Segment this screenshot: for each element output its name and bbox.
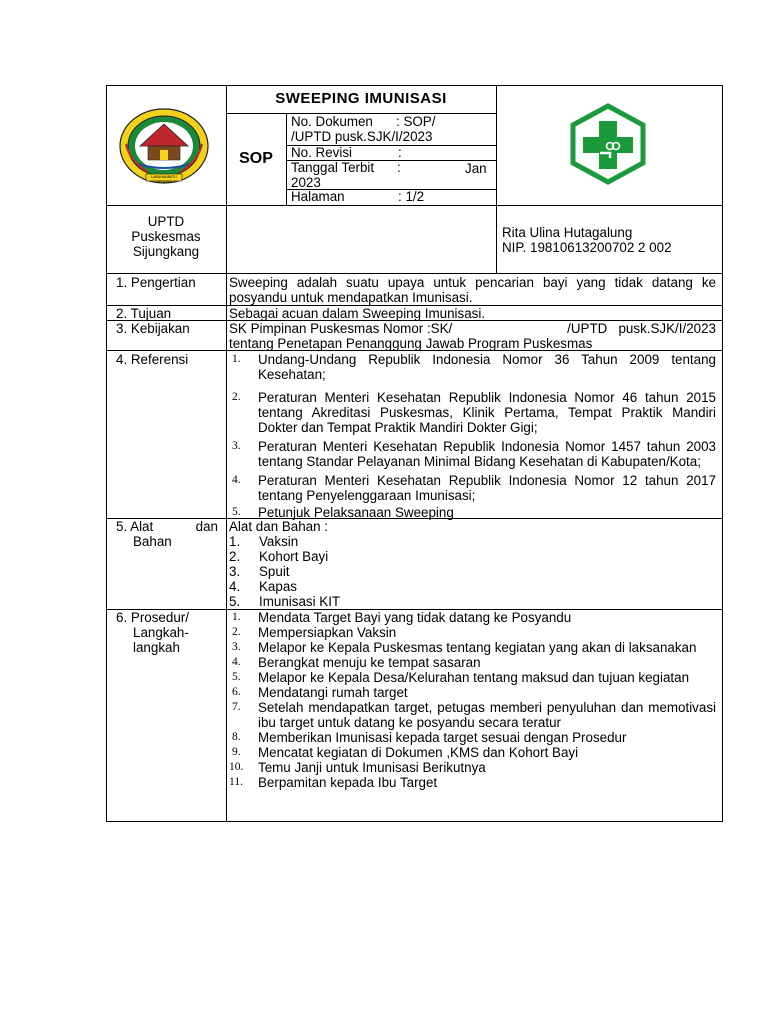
org-line-2: Puskesmas <box>131 229 201 244</box>
list-number: 7. <box>232 701 241 713</box>
list-number: 1. <box>229 534 241 549</box>
no-dokumen-label: No. Dokumen <box>291 114 373 129</box>
signer-nip: NIP. 19810613200702 2 002 <box>502 240 672 255</box>
list-text: Imunisasi KIT <box>259 594 341 609</box>
kebijakan-text-3: tentang Penetapan Penanggung Jawab Program Puskesmas <box>229 336 593 351</box>
alat-label-dan: dan <box>195 519 218 534</box>
list-item <box>226 700 716 730</box>
list-number: 6. <box>232 686 241 698</box>
referensi-list <box>226 352 716 520</box>
list-item <box>226 775 716 790</box>
sop-label: SOP <box>239 150 273 167</box>
section-label-referensi: 4. Referensi <box>116 352 189 367</box>
tanggal-month: Jan <box>465 161 487 176</box>
tanggal-year: 2023 <box>291 175 321 190</box>
kebijakan-text-1: SK Pimpinan Puskesmas Nomor :SK/ <box>229 321 453 336</box>
list-number: 4. <box>232 474 241 486</box>
list-text: Temu Janji untuk Imunisasi Berikutnya <box>258 760 486 775</box>
list-item <box>229 534 709 549</box>
list-number: 5. <box>232 506 241 518</box>
no-revisi-value: : <box>398 145 402 160</box>
prosedur-label-2: Langkah- <box>133 625 189 640</box>
list-number: 5. <box>232 671 241 683</box>
list-text: Setelah mendapatkan target, petugas memberi penyuluhan dan memotivasi ibu target untuk datang ke posyandu secara teratur <box>258 700 716 730</box>
list-number: 2. <box>229 549 241 564</box>
left-logo <box>118 106 210 186</box>
list-number: 1. <box>232 353 241 365</box>
list-number: 10. <box>229 761 244 773</box>
list-number: 3. <box>232 641 241 653</box>
section-label-alat <box>116 519 218 549</box>
list-item <box>229 594 709 609</box>
list-text: Memberikan Imunisasi kepada target sesuai dengan Prosedur <box>258 730 627 745</box>
puskesmas-green-cross-logo-icon <box>570 103 646 185</box>
section-label-tujuan: 2. Tujuan <box>116 306 172 321</box>
list-item <box>229 564 709 579</box>
section-label-pengertian: 1. Pengertian <box>116 275 196 290</box>
tanggal-label: Tanggal Terbit <box>291 160 375 175</box>
right-logo <box>570 103 646 185</box>
list-text: Peraturan Menteri Kesehatan Republik Indonesia Nomor 12 tahun 2017 tentang Penyelenggaraan Imunisasi; <box>258 473 716 503</box>
section-text-tujuan: Sebagai acuan dalam Sweeping Imunisasi. <box>229 306 486 321</box>
list-item <box>226 760 716 775</box>
signer <box>502 225 672 255</box>
list-text: Melapor ke Kepala Puskesmas tentang kegiatan yang akan di laksanakan <box>258 640 697 655</box>
list-number: 2. <box>232 626 241 638</box>
list-item <box>226 473 716 503</box>
list-number: 3. <box>232 440 241 452</box>
list-text: Spuit <box>259 564 290 579</box>
org-name <box>106 214 226 259</box>
list-number: 9. <box>232 746 241 758</box>
alat-label-2: Bahan <box>133 534 172 549</box>
emblem-text: LABUHANBATU SELATAN <box>151 175 177 184</box>
list-item <box>226 655 716 670</box>
list-text: Mendatangi rumah target <box>258 685 408 700</box>
list-number: 4. <box>232 656 241 668</box>
list-text: Kohort Bayi <box>259 549 329 564</box>
list-item <box>226 670 716 685</box>
list-text: Kapas <box>259 579 297 594</box>
list-text: Berangkat menuju ke tempat sasaran <box>258 655 481 670</box>
list-number: 1. <box>232 611 241 623</box>
list-item <box>226 640 716 655</box>
alat-intro: Alat dan Bahan : <box>229 519 329 534</box>
prosedur-label-3: langkah <box>133 640 180 655</box>
list-item <box>226 390 716 435</box>
halaman-value: : 1/2 <box>398 189 425 204</box>
page-title: SWEEPING IMUNISASI <box>275 90 447 107</box>
list-item <box>229 549 709 564</box>
alat-label-1: 5. Alat <box>116 519 154 534</box>
list-text: Mempersiapkan Vaksin <box>258 625 397 640</box>
section-label-kebijakan: 3. Kebijakan <box>116 321 190 336</box>
list-item <box>226 745 716 760</box>
list-text: Melapor ke Kepala Desa/Kelurahan tentang maksud dan tujuan kegiatan <box>258 670 690 685</box>
list-text: Petunjuk Pelaksanaan Sweeping <box>258 505 454 520</box>
list-item <box>226 625 716 640</box>
list-item <box>226 685 716 700</box>
list-number: 11. <box>229 776 243 788</box>
no-dokumen-value: : SOP/ <box>396 114 436 129</box>
list-text: Peraturan Menteri Kesehatan Republik Indonesia Nomor 46 tahun 2015 tentang Akreditasi Puskesmas, Klinik Pertama, Tempat Praktik Mandiri Dokter dan Tempat Praktik Mandiri Dokter Gigi; <box>258 390 716 435</box>
kebijakan-text-2: /UPTD pusk.SJK/I/2023 <box>567 321 716 336</box>
list-text: Vaksin <box>259 534 299 549</box>
list-text: Berpamitan kepada Ibu Target <box>258 775 438 790</box>
prosedur-list <box>226 610 716 790</box>
list-item <box>226 505 716 520</box>
list-item <box>229 579 709 594</box>
org-line-3: Sijungkang <box>132 244 200 259</box>
list-text: Peraturan Menteri Kesehatan Republik Indonesia Nomor 1457 tahun 2003 tentang Standar Pelayanan Minimal Bidang Kesehatan di Kabupaten/Kota; <box>258 439 716 469</box>
list-text: Mendata Target Bayi yang tidak datang ke Posyandu <box>258 610 572 625</box>
list-number: 2. <box>232 391 241 403</box>
list-number: 3. <box>229 564 241 579</box>
section-text-pengertian: Sweeping adalah suatu upaya untuk pencarian bayi yang tidak datang ke posyandu untuk mendapatkan Imunisasi. <box>229 275 716 305</box>
list-item <box>226 610 716 625</box>
list-item <box>226 352 716 382</box>
list-number: 5. <box>229 594 241 609</box>
list-item <box>226 730 716 745</box>
prosedur-label-1: 6. Prosedur/ <box>116 610 189 625</box>
list-number: 4. <box>229 579 241 594</box>
signer-name: Rita Ulina Hutagalung <box>502 225 633 240</box>
section-label-prosedur <box>116 610 189 655</box>
list-item <box>226 439 716 469</box>
list-text: Mencatat kegiatan di Dokumen ,KMS dan Kohort Bayi <box>258 745 579 760</box>
org-line-1: UPTD <box>147 214 185 229</box>
alat-list <box>229 534 709 609</box>
list-text: Undang-Undang Republik Indonesia Nomor 36 Tahun 2009 tentang Kesehatan; <box>258 352 716 382</box>
list-number: 8. <box>232 731 241 743</box>
no-dokumen-value-2: /UPTD pusk.SJK/I/2023 <box>291 129 433 144</box>
no-revisi-label: No. Revisi <box>291 145 353 160</box>
halaman-label: Halaman <box>291 189 345 204</box>
regency-emblem-icon <box>118 106 210 186</box>
tanggal-value: : <box>397 160 401 175</box>
